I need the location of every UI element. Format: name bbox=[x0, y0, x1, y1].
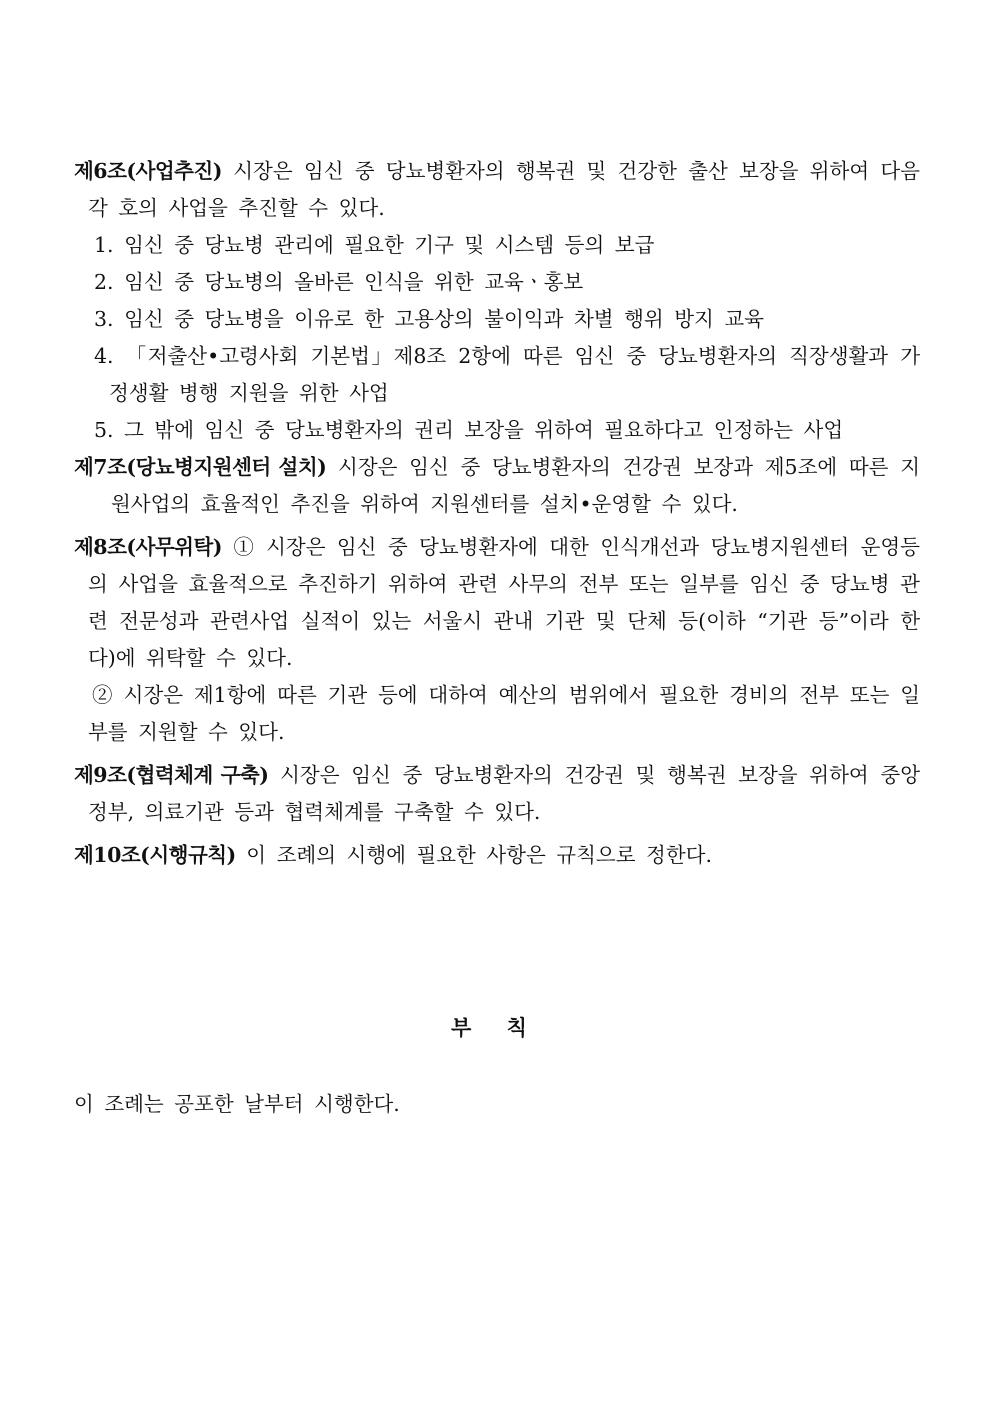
article-8-paragraph-1 bbox=[74, 529, 920, 677]
list-item: 3. 임신 중 당뇨병을 이유로 한 고용상의 불이익과 차별 행위 방지 교육 bbox=[94, 307, 764, 331]
article-7-heading: 제7조(당뇨병지원센터 설치) bbox=[74, 455, 327, 479]
supplementary-provisions-title: 부 칙 bbox=[451, 1015, 541, 1040]
article-10-body: 이 조례의 시행에 필요한 사항은 규칙으로 정한다. bbox=[246, 843, 712, 867]
article-9-heading: 제9조(협력체계 구축) bbox=[74, 763, 269, 787]
article-9 bbox=[74, 757, 920, 831]
article-6-text bbox=[74, 153, 920, 227]
article-7-body: 시장은 임신 중 당뇨병환자의 건강권 보장과 제5조에 따른 지원사업의 효율적인 추진을 위하여 지원센터를 설치•운영할 수 있다. bbox=[111, 455, 920, 516]
article-6 bbox=[74, 153, 920, 449]
list-item: 4. 「저출산•고령사회 기본법」제8조 2항에 따른 임신 중 당뇨병환자의 직장생활과 가정생활 병행 지원을 위한 사업 bbox=[94, 344, 920, 405]
article-6-heading: 제6조(사업추진) bbox=[74, 159, 222, 183]
article-8-paragraph-2 bbox=[74, 677, 920, 751]
article-10-text bbox=[74, 837, 920, 874]
article-7 bbox=[74, 449, 920, 523]
paragraph-marker: ② bbox=[92, 683, 113, 707]
article-7-text bbox=[74, 449, 920, 523]
article-9-text bbox=[74, 757, 920, 831]
article-10-heading: 제10조(시행규칙) bbox=[74, 843, 236, 867]
article-10 bbox=[74, 837, 920, 874]
paragraph-marker: ① bbox=[233, 535, 255, 559]
list-item: 2. 임신 중 당뇨병의 올바른 인식을 위한 교육ㆍ홍보 bbox=[94, 270, 584, 294]
supplementary-provisions-body: 이 조례는 공포한 날부터 시행한다. bbox=[74, 1092, 400, 1116]
list-item: 1. 임신 중 당뇨병 관리에 필요한 기구 및 시스템 등의 보급 bbox=[94, 233, 655, 257]
article-6-body: 시장은 임신 중 당뇨병환자의 행복권 및 건강한 출산 보장을 위하여 다음 각 호의 사업을 추진할 수 있다. bbox=[88, 159, 920, 220]
article-8-heading: 제8조(사무위탁) bbox=[74, 535, 222, 559]
list-item: 5. 그 밖에 임신 중 당뇨병환자의 권리 보장을 위하여 필요하다고 인정하는 사업 bbox=[94, 418, 844, 442]
article-8 bbox=[74, 529, 920, 751]
article-6-item-list bbox=[74, 227, 920, 449]
article-9-body: 시장은 임신 중 당뇨병환자의 건강권 및 행복권 보장을 위하여 중앙정부, 의료기관 등과 협력체계를 구축할 수 있다. bbox=[88, 763, 920, 824]
ordinance-articles bbox=[74, 153, 920, 874]
article-8-paragraph-2-body: 시장은 제1항에 따른 기관 등에 대하여 예산의 범위에서 필요한 경비의 전부 또는 일부를 지원할 수 있다. bbox=[88, 683, 920, 744]
article-8-paragraph-1-body: 시장은 임신 중 당뇨병환자에 대한 인식개선과 당뇨병지원센터 운영등의 사업을 효율적으로 추진하기 위하여 관련 사무의 전부 또는 일부를 임신 중 당뇨병 관련 전문성과 관련사업 실적이 있는 서울시 관내 기관 및 단체 등(이하 “기관 등”이라 한다)에 위탁할 수 있다. bbox=[88, 535, 920, 670]
